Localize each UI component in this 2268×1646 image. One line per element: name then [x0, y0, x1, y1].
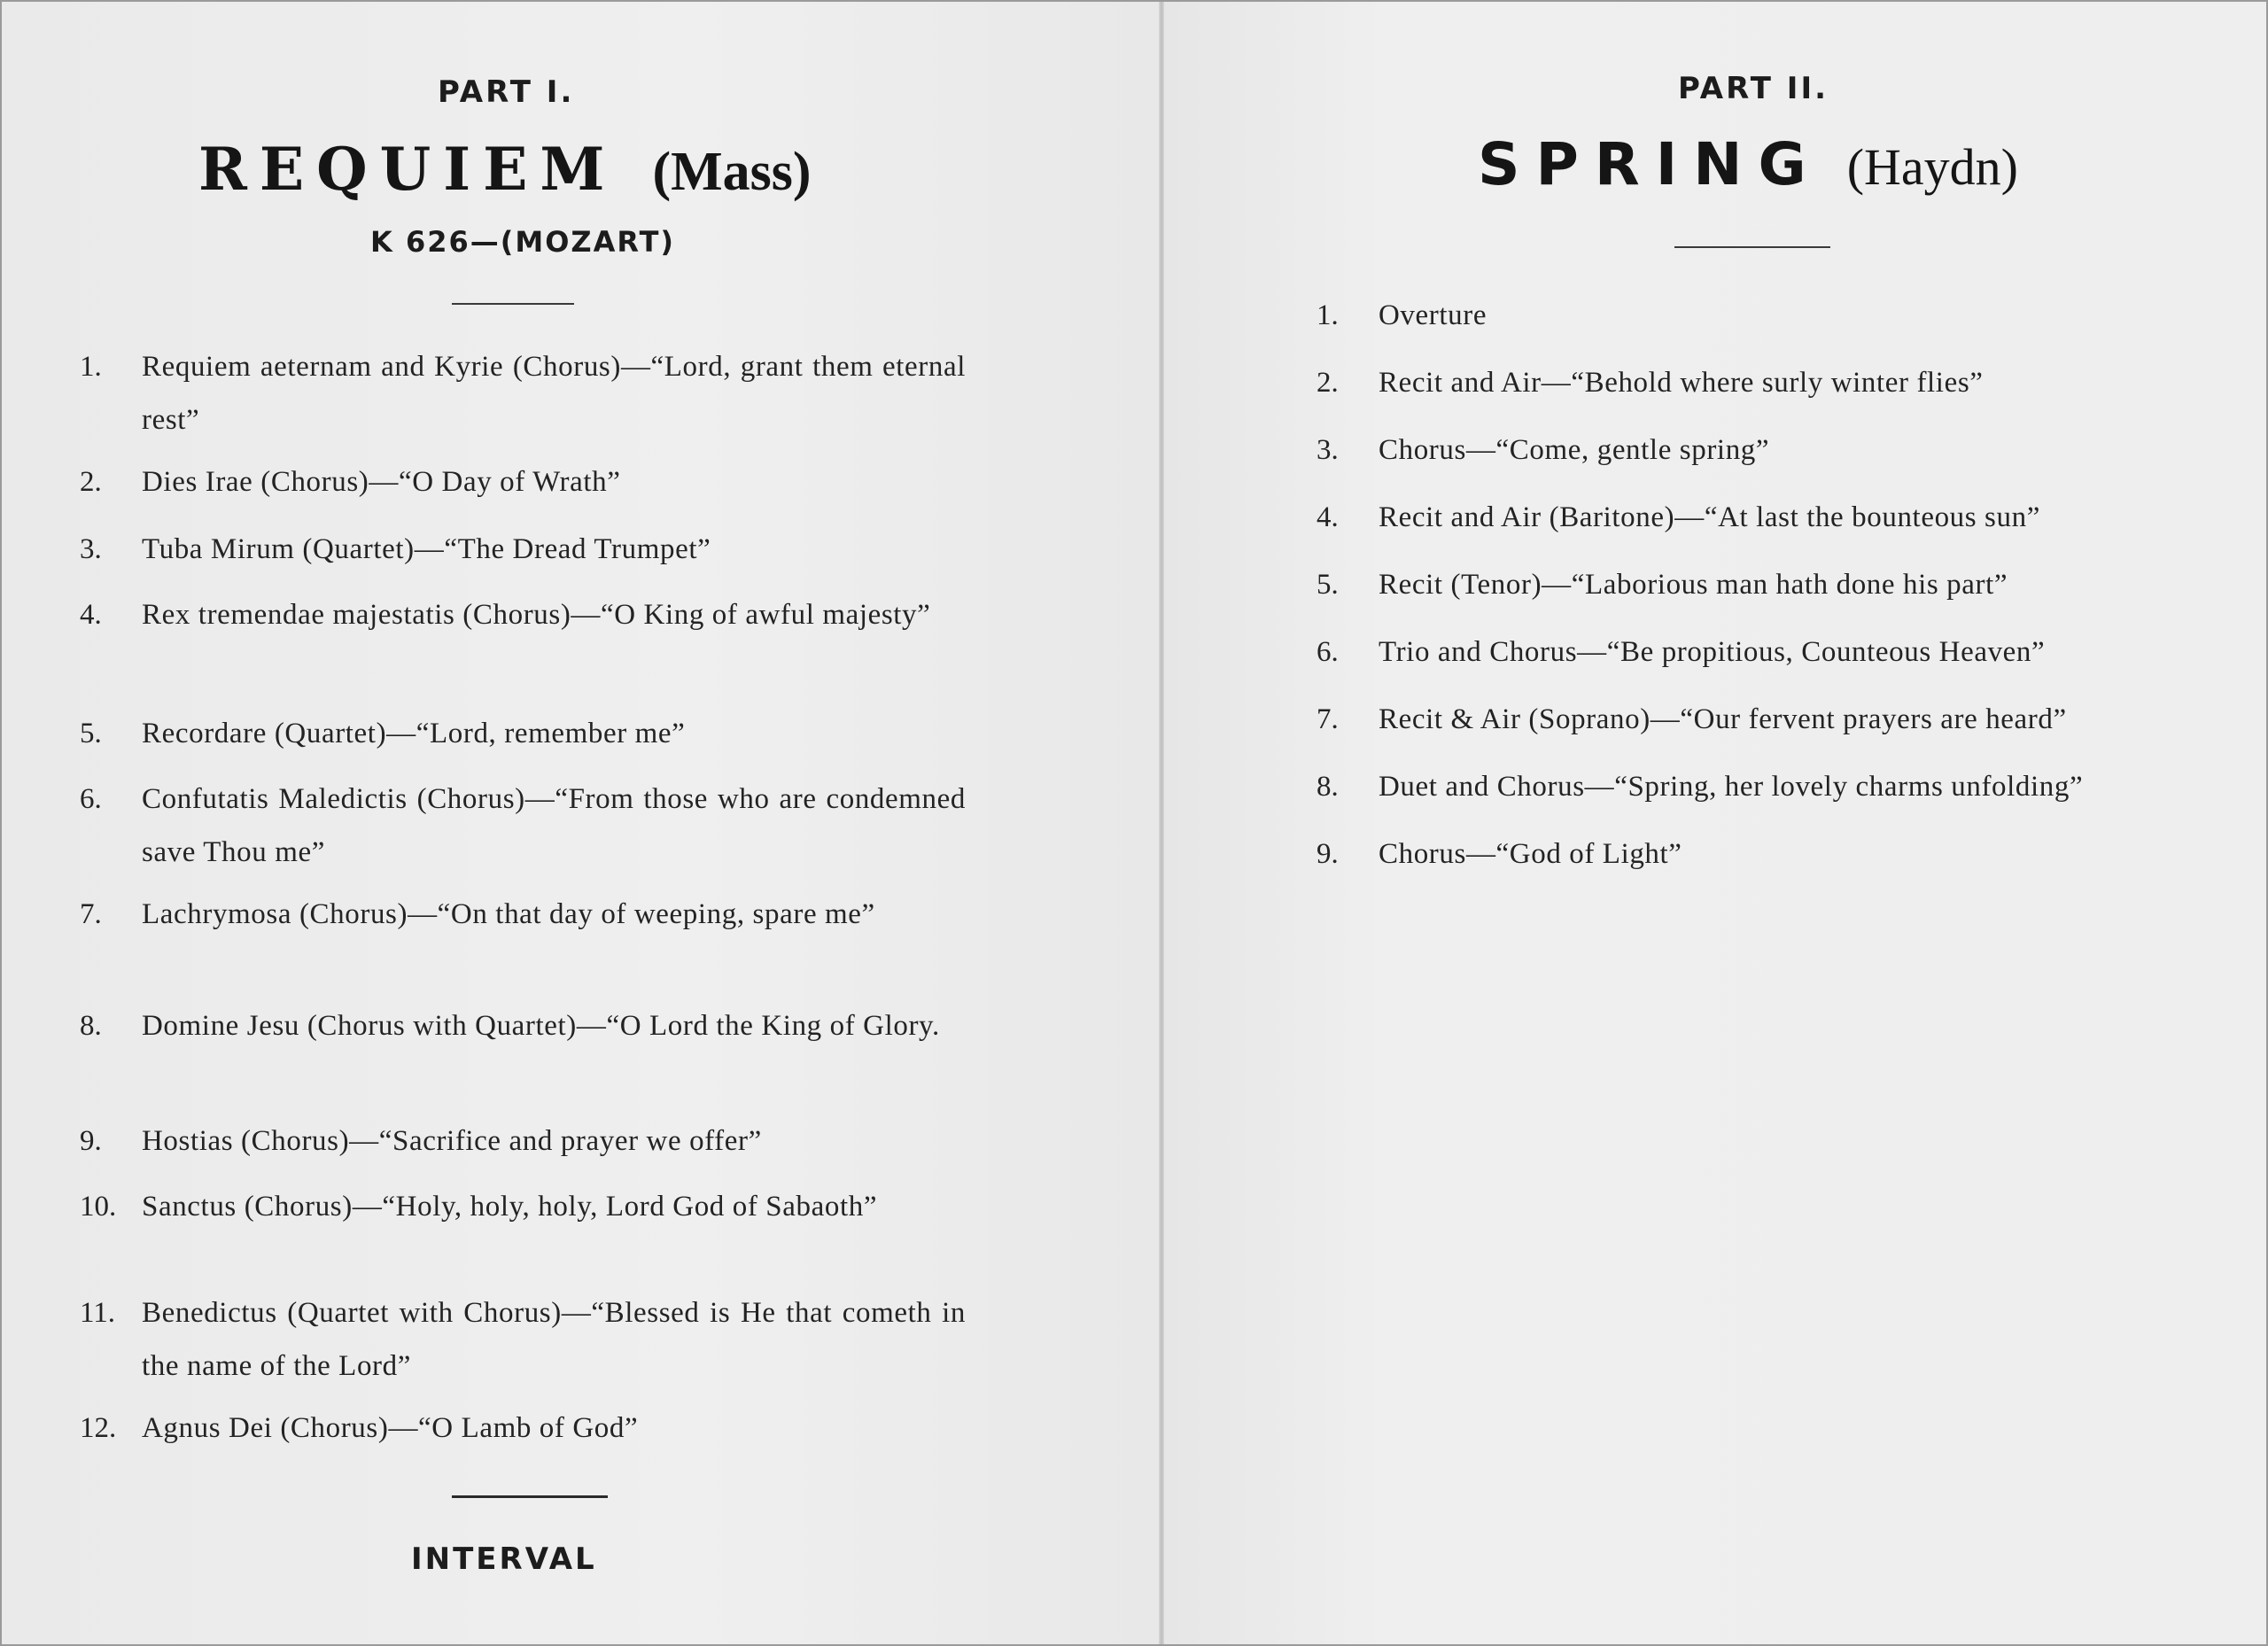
item-text: Recit and Air—“Behold where surly winter flies” [1379, 367, 1984, 399]
requiem-title-main: REQUIEM [198, 135, 617, 204]
requiem-subtitle: K 626—(MOZART) [370, 225, 676, 259]
item-text: Recordare (Quartet)—“Lord, remember me” [142, 718, 686, 749]
item-text: Domine Jesu (Chorus with Quartet)—“O Lord the King of Glory. [142, 1010, 940, 1042]
list-item [80, 523, 966, 576]
item-number: 6. [1317, 636, 1339, 668]
list-item [80, 1114, 966, 1168]
item-number: 5. [80, 718, 102, 749]
item-number: 12. [80, 1412, 117, 1444]
left-divider-bottom [452, 1495, 608, 1498]
list-item [80, 999, 966, 1052]
item-text: Confutatis Maledictis (Chorus)—“From those who are condemned save Thou me” [142, 783, 966, 868]
part-two-label: PART II. [1678, 71, 1829, 106]
item-text: Tuba Mirum (Quartet)—“The Dread Trumpet” [142, 533, 711, 565]
spring-title-main: SPRING [1478, 130, 1822, 198]
list-item [1317, 693, 2268, 746]
item-text: Recit (Tenor)—“Laborious man hath done his part” [1379, 569, 2008, 601]
item-number: 8. [1317, 771, 1339, 803]
list-item [80, 1180, 966, 1233]
item-number: 3. [80, 533, 102, 565]
item-number: 3. [1317, 434, 1339, 466]
requiem-title-paren: (Mass) [652, 142, 812, 202]
item-number: 6. [80, 783, 102, 815]
item-text: Trio and Chorus—“Be propitious, Counteous Heaven” [1379, 636, 2046, 668]
right-page [1164, 2, 2266, 1644]
list-item [80, 588, 966, 641]
list-item [80, 340, 966, 446]
item-number: 2. [80, 466, 102, 498]
part-one-label: PART I. [438, 74, 575, 110]
item-text: Recit and Air (Baritone)—“At last the bounteous sun” [1379, 501, 2040, 533]
item-number: 8. [80, 1010, 102, 1042]
item-text: Hostias (Chorus)—“Sacrifice and prayer we offer” [142, 1125, 762, 1157]
item-text: Rex tremendae majestatis (Chorus)—“O King of awful majesty” [142, 599, 931, 631]
item-number: 9. [1317, 838, 1339, 870]
item-number: 5. [1317, 569, 1339, 601]
list-item [1317, 491, 2268, 544]
item-text: Agnus Dei (Chorus)—“O Lamb of God” [142, 1412, 639, 1444]
list-item [80, 1286, 966, 1393]
list-item [1317, 558, 2268, 611]
item-number: 1. [80, 351, 102, 383]
requiem-title [198, 135, 812, 204]
item-text: Lachrymosa (Chorus)—“On that day of weeping, spare me” [142, 898, 875, 930]
item-number: 9. [80, 1125, 102, 1157]
interval-label: INTERVAL [411, 1541, 597, 1577]
item-number: 7. [80, 898, 102, 930]
item-number: 11. [80, 1297, 116, 1329]
item-text: Chorus—“God of Light” [1379, 838, 1682, 870]
item-number: 1. [1317, 299, 1339, 331]
item-number: 2. [1317, 367, 1339, 399]
left-divider-top [452, 303, 574, 305]
item-number: 7. [1317, 703, 1339, 735]
item-number: 10. [80, 1191, 117, 1223]
list-item [80, 773, 966, 879]
list-item [1317, 289, 2268, 342]
item-text: Sanctus (Chorus)—“Holy, holy, holy, Lord God of Sabaoth” [142, 1191, 878, 1223]
item-text: Recit & Air (Soprano)—“Our fervent prayers are heard” [1379, 703, 2067, 735]
right-divider-top [1674, 246, 1830, 248]
list-item [1317, 423, 2268, 477]
item-text: Overture [1379, 299, 1487, 331]
list-item [1317, 625, 2268, 679]
list-item [80, 455, 966, 509]
item-text: Chorus—“Come, gentle spring” [1379, 434, 1770, 466]
item-text: Dies Irae (Chorus)—“O Day of Wrath” [142, 466, 621, 498]
list-item [80, 888, 966, 941]
item-number: 4. [80, 599, 102, 631]
spring-title-paren: (Haydn) [1846, 138, 2018, 196]
list-item [1317, 356, 2268, 409]
item-text: Requiem aeternam and Kyrie (Chorus)—“Lord, grant them eternal rest” [142, 351, 966, 436]
list-item [1317, 827, 2268, 881]
item-text: Benedictus (Quartet with Chorus)—“Blessed is He that cometh in the name of the Lord” [142, 1297, 966, 1382]
item-number: 4. [1317, 501, 1339, 533]
list-item [80, 1401, 966, 1455]
list-item [80, 707, 966, 760]
item-text: Duet and Chorus—“Spring, her lovely charms unfolding” [1379, 771, 2084, 803]
spring-title [1478, 130, 2018, 198]
list-item [1317, 760, 2268, 813]
